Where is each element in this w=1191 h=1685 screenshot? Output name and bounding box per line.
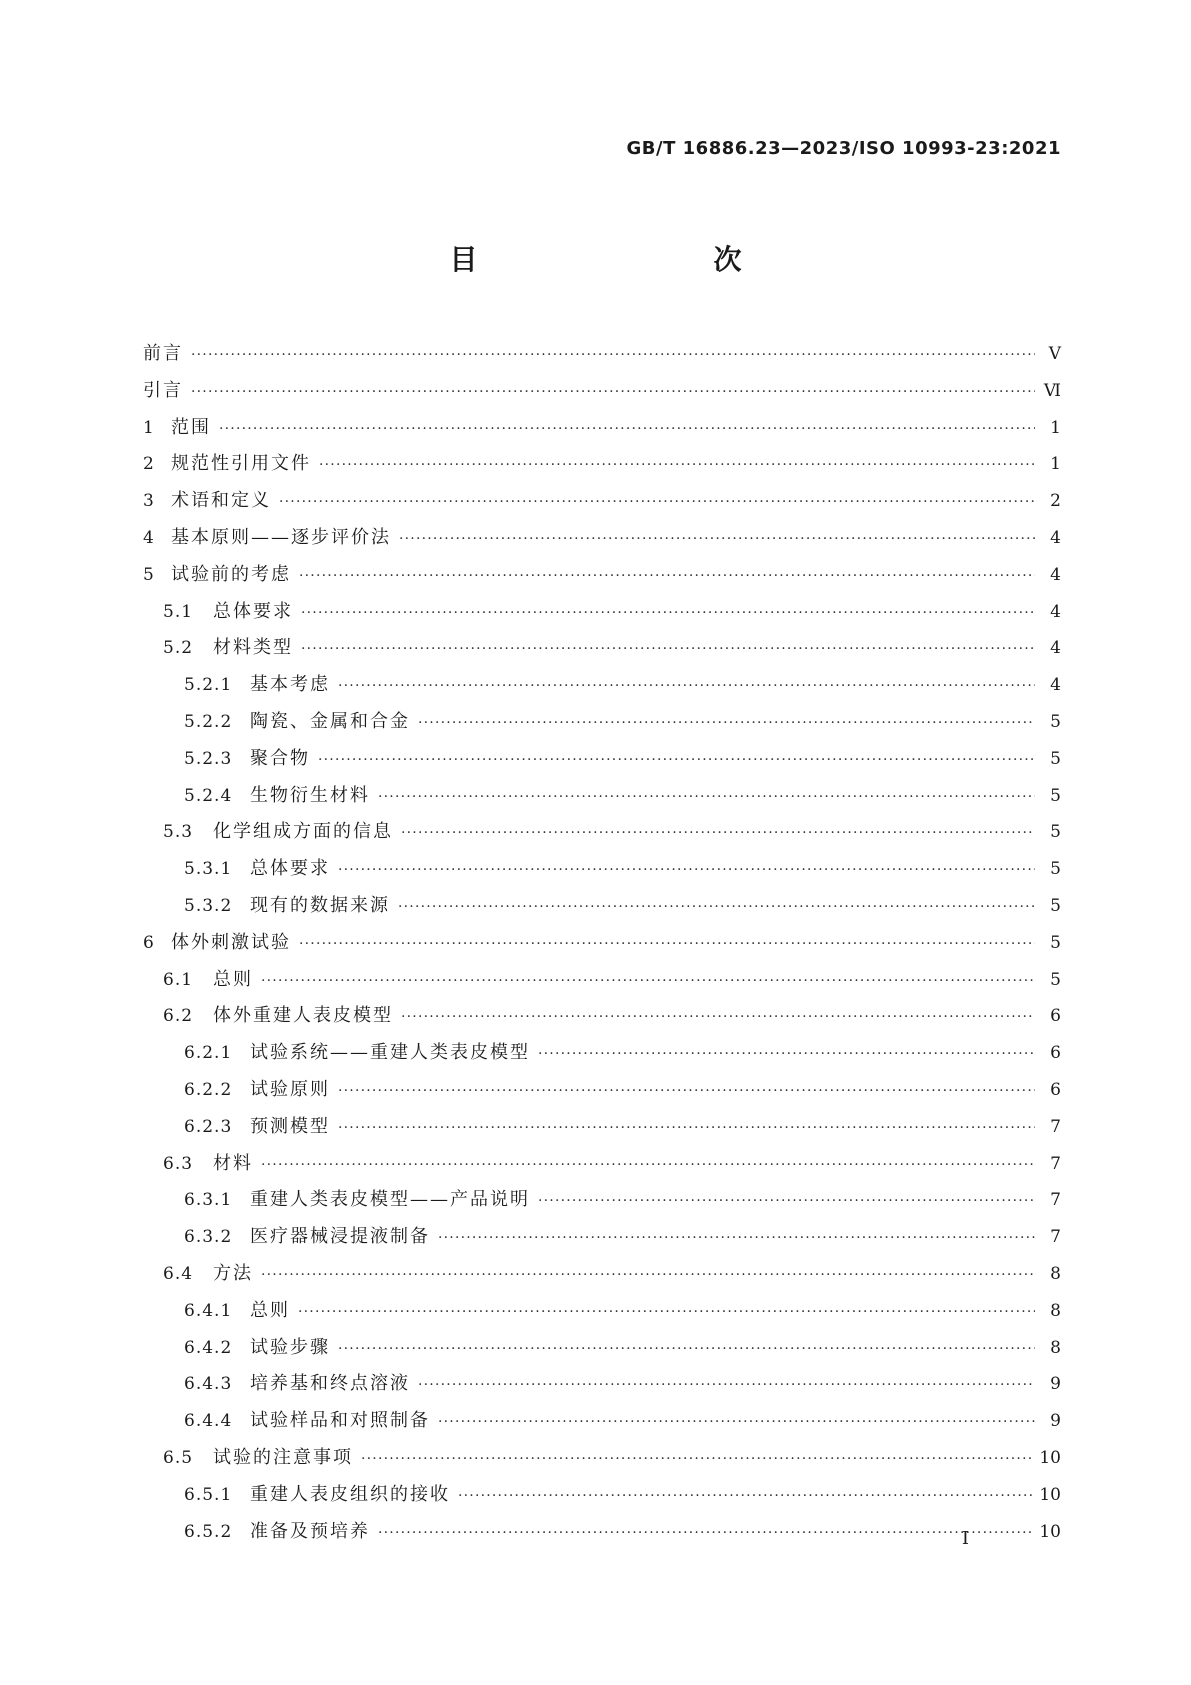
toc-dot-leader [191,337,1035,374]
toc-entry[interactable] [143,741,1061,778]
toc-entry-page: 4 [1050,638,1061,659]
toc-entry-number: 6.2.2 [184,1079,233,1100]
toc-entry-title: 体外重建人表皮模型 [213,1005,393,1027]
toc-entry-page: 4 [1050,601,1061,622]
toc-dot-leader [279,484,1035,521]
toc-entry-number: 3 [143,491,155,512]
toc-entry-page: 2 [1050,491,1061,512]
toc-entry[interactable] [143,594,1061,631]
toc-entry-page: 7 [1050,1153,1061,1174]
toc-entry-number: 6.4 [163,1263,194,1284]
toc-entry-page: 8 [1050,1337,1061,1358]
toc-entry-number: 5.3 [163,822,194,843]
toc-entry-number: 6.5.2 [184,1521,233,1542]
toc-entry[interactable] [143,851,1061,888]
toc-entry-number: 4 [143,527,155,548]
toc-dot-leader [338,1110,1035,1147]
toc-dot-leader [401,999,1035,1036]
toc-entry-number: 2 [143,454,155,475]
toc-entry-number: 6.2.3 [184,1116,233,1137]
toc-dot-leader [338,1331,1035,1368]
toc-entry[interactable] [143,520,1061,557]
toc-entry[interactable] [143,1035,1061,1072]
toc-entry[interactable] [143,962,1061,999]
toc-entry-title: 范围 [171,416,211,438]
toc-entry[interactable] [143,1477,1061,1514]
toc-entry-number: 6.3.2 [184,1227,233,1248]
toc-entry-title: 试验前的考虑 [171,563,291,585]
toc-entry-title: 试验系统——重建人类表皮模型 [250,1042,530,1064]
toc-entry[interactable] [143,483,1061,520]
toc-entry-title: 总体要求 [213,600,293,622]
toc-entry[interactable] [143,704,1061,741]
toc-entry[interactable] [143,1146,1061,1183]
toc-entry-page: 5 [1050,859,1061,880]
toc-entry-title: 试验步骤 [250,1336,330,1358]
toc-entry-page: 6 [1050,1079,1061,1100]
toc-entry[interactable] [143,1072,1061,1109]
toc-entry-title: 总则 [213,968,253,990]
toc-entry[interactable] [143,1109,1061,1146]
toc-entry[interactable] [143,1256,1061,1293]
toc-entry-page: 6 [1050,1006,1061,1027]
toc-entry-number: 6.1 [163,969,194,990]
toc-entry-title: 陶瓷、金属和合金 [250,710,410,732]
toc-dot-leader [191,374,1035,411]
toc-entry-page: 5 [1050,748,1061,769]
toc-entry-title: 培养基和终点溶液 [250,1373,410,1395]
toc-entry[interactable] [143,410,1061,447]
toc-entry-title: 生物衍生材料 [250,784,370,806]
toc-entry-title: 引言 [143,379,183,401]
toc-dot-leader [538,1036,1035,1073]
toc-entry-title: 总体要求 [250,858,330,880]
toc-entry-title: 医疗器械浸提液制备 [250,1226,430,1248]
toc-dot-leader [401,815,1035,852]
toc-entry-title: 试验的注意事项 [213,1446,353,1468]
toc-dot-leader [418,705,1035,742]
toc-entry-title: 体外刺激试验 [171,931,291,953]
toc-dot-leader [338,1073,1035,1110]
toc-entry-page: 4 [1050,564,1061,585]
toc-entry-number: 5.2 [163,638,194,659]
toc-entry-number: 6.2.1 [184,1043,233,1064]
toc-entry-title: 聚合物 [250,747,310,769]
toc-entry-title: 基本考虑 [250,674,330,696]
toc-dot-leader [399,521,1035,558]
toc-entry[interactable] [143,1330,1061,1367]
toc-entry-title: 材料 [213,1152,253,1174]
toc-entry-page: 10 [1039,1521,1061,1542]
toc-entry[interactable] [143,1366,1061,1403]
toc-entry-title: 规范性引用文件 [171,453,311,475]
toc-entry[interactable] [143,998,1061,1035]
toc-dot-leader [438,1404,1035,1441]
standard-code-header: GB/T 16886.23—2023/ISO 10993-23:2021 [626,138,1061,159]
toc-entry[interactable] [143,1403,1061,1440]
toc-entry[interactable] [143,1514,1061,1551]
toc-entry-page: 10 [1039,1484,1061,1505]
toc-entry-page: 5 [1050,785,1061,806]
toc-entry-number: 5.2.2 [184,711,233,732]
toc-entry-number: 5.3.1 [184,859,233,880]
toc-dot-leader [438,1220,1035,1257]
toc-dot-leader [301,631,1035,668]
toc-entry-page: 10 [1039,1447,1061,1468]
toc-entry-number: 5 [143,564,155,585]
page-number: Ⅰ [961,1528,969,1549]
toc-entry[interactable] [143,1293,1061,1330]
toc-entry-number: 6.4.1 [184,1300,233,1321]
toc-entry-page: 5 [1050,895,1061,916]
toc-entry-number: 5.3.2 [184,895,233,916]
toc-entry-title: 术语和定义 [171,490,271,512]
toc-dot-leader [298,1294,1035,1331]
toc-entry-page: 6 [1050,1043,1061,1064]
toc-entry-page: 8 [1050,1263,1061,1284]
toc-dot-leader [458,1478,1033,1515]
toc-entry-page: 8 [1050,1300,1061,1321]
toc-entry-page: 5 [1050,969,1061,990]
toc-entry-page: Ⅴ [1048,344,1061,364]
toc-dot-leader [261,1147,1035,1184]
toc-dot-leader [338,852,1035,889]
toc-dot-leader [378,1515,1033,1552]
toc-dot-leader [301,595,1035,632]
toc-dot-leader [318,742,1035,779]
toc-entry-number: 6.4.2 [184,1337,233,1358]
toc-entry[interactable] [143,925,1061,962]
toc-entry-number: 5.1 [163,601,194,622]
toc-entry-number: 5.2.1 [184,675,233,696]
toc-dot-leader [378,779,1035,816]
toc-entry-page: 4 [1050,675,1061,696]
toc-dot-leader [538,1183,1035,1220]
toc-entry-number: 6.3 [163,1153,194,1174]
toc-entry-page: 1 [1050,417,1061,438]
toc-dot-leader [338,668,1035,705]
toc-entry[interactable] [143,336,1061,373]
toc-dot-leader [299,926,1035,963]
toc-entry-title: 基本原则——逐步评价法 [171,526,391,548]
toc-entry[interactable] [143,373,1061,410]
toc-dot-leader [319,447,1035,484]
toc-entry-page: 5 [1050,932,1061,953]
toc-entry-title: 前言 [143,343,183,364]
toc-entry-number: 5.2.3 [184,748,233,769]
toc-entry[interactable] [143,446,1061,483]
toc-entry-page: 7 [1050,1227,1061,1248]
toc-entry[interactable] [143,667,1061,704]
toc-entry-number: 6.4.4 [184,1411,233,1432]
toc-entry[interactable] [143,1219,1061,1256]
toc-dot-leader [261,963,1035,1000]
toc-entry-title: 预测模型 [250,1115,330,1137]
toc-entry-page: 5 [1050,822,1061,843]
toc-entry-page: 9 [1050,1411,1061,1432]
toc-entry-number: 1 [143,417,155,438]
toc-entry-number: 6.4.3 [184,1374,233,1395]
toc-dot-leader [261,1257,1035,1294]
toc-entry-title: 重建人类表皮模型——产品说明 [250,1189,530,1211]
toc-entry-number: 6.5.1 [184,1484,233,1505]
toc-entry[interactable] [143,814,1061,851]
toc-entry[interactable] [143,557,1061,594]
toc-entry-number: 6.5 [163,1447,194,1468]
toc-entry-page: 9 [1050,1374,1061,1395]
toc-dot-leader [299,558,1035,595]
toc-entry-title: 准备及预培养 [250,1520,370,1542]
toc-entry-page: 5 [1050,711,1061,732]
toc-dot-leader [418,1367,1035,1404]
toc-entry[interactable] [143,778,1061,815]
toc-entry-number: 6.3.1 [184,1190,233,1211]
toc-dot-leader [219,411,1035,448]
toc-entry-title: 材料类型 [213,637,293,659]
toc-entry-number: 6 [143,932,155,953]
toc-entry-page: 4 [1050,527,1061,548]
toc-entry[interactable] [143,630,1061,667]
toc-entry[interactable] [143,1440,1061,1477]
toc-dot-leader [398,889,1035,926]
toc-entry-page: 7 [1050,1190,1061,1211]
toc-entry-title: 方法 [213,1262,253,1284]
toc-entry-number: 5.2.4 [184,785,233,806]
toc-entry[interactable] [143,1182,1061,1219]
toc-entry-title: 现有的数据来源 [250,894,390,916]
toc-entry-title: 总则 [250,1299,290,1321]
toc-dot-leader [361,1441,1033,1478]
toc-entry-title: 试验原则 [250,1078,330,1100]
toc-entry-page: 1 [1050,454,1061,475]
toc-entry-number: 6.2 [163,1006,194,1027]
toc-entry[interactable] [143,888,1061,925]
toc-entry-page: Ⅵ [1043,380,1061,401]
table-of-contents [143,336,1061,1550]
toc-entry-title: 化学组成方面的信息 [213,821,393,843]
toc-entry-title: 试验样品和对照制备 [250,1410,430,1432]
toc-entry-title: 重建人表皮组织的接收 [250,1483,450,1505]
page-title: 目 次 [449,243,802,276]
toc-entry-page: 7 [1050,1116,1061,1137]
